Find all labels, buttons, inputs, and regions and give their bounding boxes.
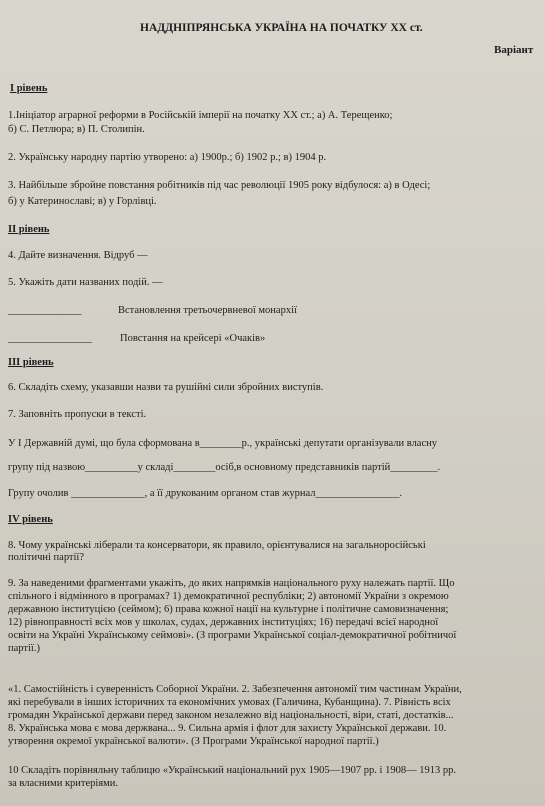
question-9-line-4: 12) рівноправності всіх мов у школах, судах, державних інституціях; 16) передачі всієї народної — [8, 617, 439, 628]
question-9-quote-line-3: громадян Української держави перед законом незалежно від національності, віри, статі, достатків... — [8, 710, 454, 721]
question-3-line-1: 3. Найбільше збройне повстання робітників під час революції 1905 року відбулося: а) в Одесі; — [8, 180, 431, 191]
question-7: 7. Заповніть пропуски в тексті. — [8, 409, 147, 420]
question-10-line-2: за власними критеріями. — [8, 778, 119, 789]
question-5: 5. Укажіть дати названих подій. — — [8, 277, 163, 288]
question-6: 6. Складіть схему, указавши назви та рушійні сили збройних виступів. — [8, 382, 324, 393]
question-1-line-2: б) С. Петлюра; в) П. Столипін. — [8, 124, 145, 135]
question-9-line-2: спільного і відмінного в програмах? 1) демократичної республіки; 2) автономії України з окремою — [8, 591, 449, 602]
level-2-heading: ІІ рівень — [8, 224, 50, 235]
question-9-quote-line-4: 8. Українська мова є мова держвана... 9. Сильна армія і флот для захисту Української держави. 10. — [8, 723, 447, 734]
question-9-line-1: 9. За наведеними фрагментами укажіть, до яких напрямків національного руху належать партії. Що — [8, 578, 455, 589]
question-4: 4. Дайте визначення. Відруб — — [8, 250, 148, 261]
date-blank-1: ______________ — [8, 305, 82, 316]
question-9-quote-line-2: які перебували в інших історичних та економічних умовах (Галичина, Кубанщина). 7. Рівність всіх — [8, 697, 451, 708]
level-3-heading: ІІІ рівень — [8, 357, 54, 368]
level-4-heading: IV рівень — [8, 514, 53, 525]
question-9-line-3: державною інституцією (сеймом); 6) права кожної нації на культурне і політичне самовизначення; — [8, 604, 449, 615]
level-1-heading: І рівень — [10, 83, 48, 94]
page-title: НАДДНІПРЯНСЬКА УКРАЇНА НА ПОЧАТКУ ХХ ст. — [140, 22, 423, 34]
question-9-quote-line-5: утворення окремої української валюти». (З Програми Української народної партії.) — [8, 736, 379, 747]
question-9-line-6: партії.) — [8, 643, 40, 654]
question-3-line-2: б) у Катеринославі; в) у Горлівці. — [8, 196, 157, 207]
question-10-line-1: 10 Складіть порівняльну таблицю «Український національний рух 1905—1907 рр. і 1908— 1913 рр. — [8, 765, 456, 776]
question-9-line-5: освіти на Україні Українському сеймові». (З програми Української соціал-демократичної робітничої — [8, 630, 457, 641]
question-8-line-1: 8. Чому українські ліберали та консерватори, як правило, орієнтувалися на загальноросійські — [8, 540, 426, 551]
question-9-quote-line-1: «1. Самостійність і суверенність Соборної України. 2. Забезпечення автономії тим частинам України, — [8, 684, 462, 695]
event-1-label: Встановлення третьочервневої монархії — [118, 305, 297, 316]
question-7-text-line-1: У І Державній думі, що була сформована в________р., українські депутати організували власну — [8, 438, 437, 449]
question-7-text-line-3: Групу очолив ______________, а її друкованим органом став журнал________________. — [8, 488, 403, 499]
question-8-line-2: політичні партії? — [8, 552, 85, 563]
variant-label: Варіант — [494, 44, 534, 56]
event-2-label: Повстання на крейсері «Очаків» — [120, 333, 266, 344]
question-7-text-line-2: групу під назвою__________у складі________осіб,в основному представників партій_________. — [8, 462, 441, 473]
date-blank-2: ________________ — [8, 333, 92, 344]
question-2: 2. Українську народну партію утворено: а) 1900р.; б) 1902 р.; в) 1904 р. — [8, 152, 327, 163]
question-1-line-1: 1.Ініціатор аграрної реформи в Російській імперії на початку ХХ ст.; а) А. Терещенко; — [8, 110, 393, 121]
